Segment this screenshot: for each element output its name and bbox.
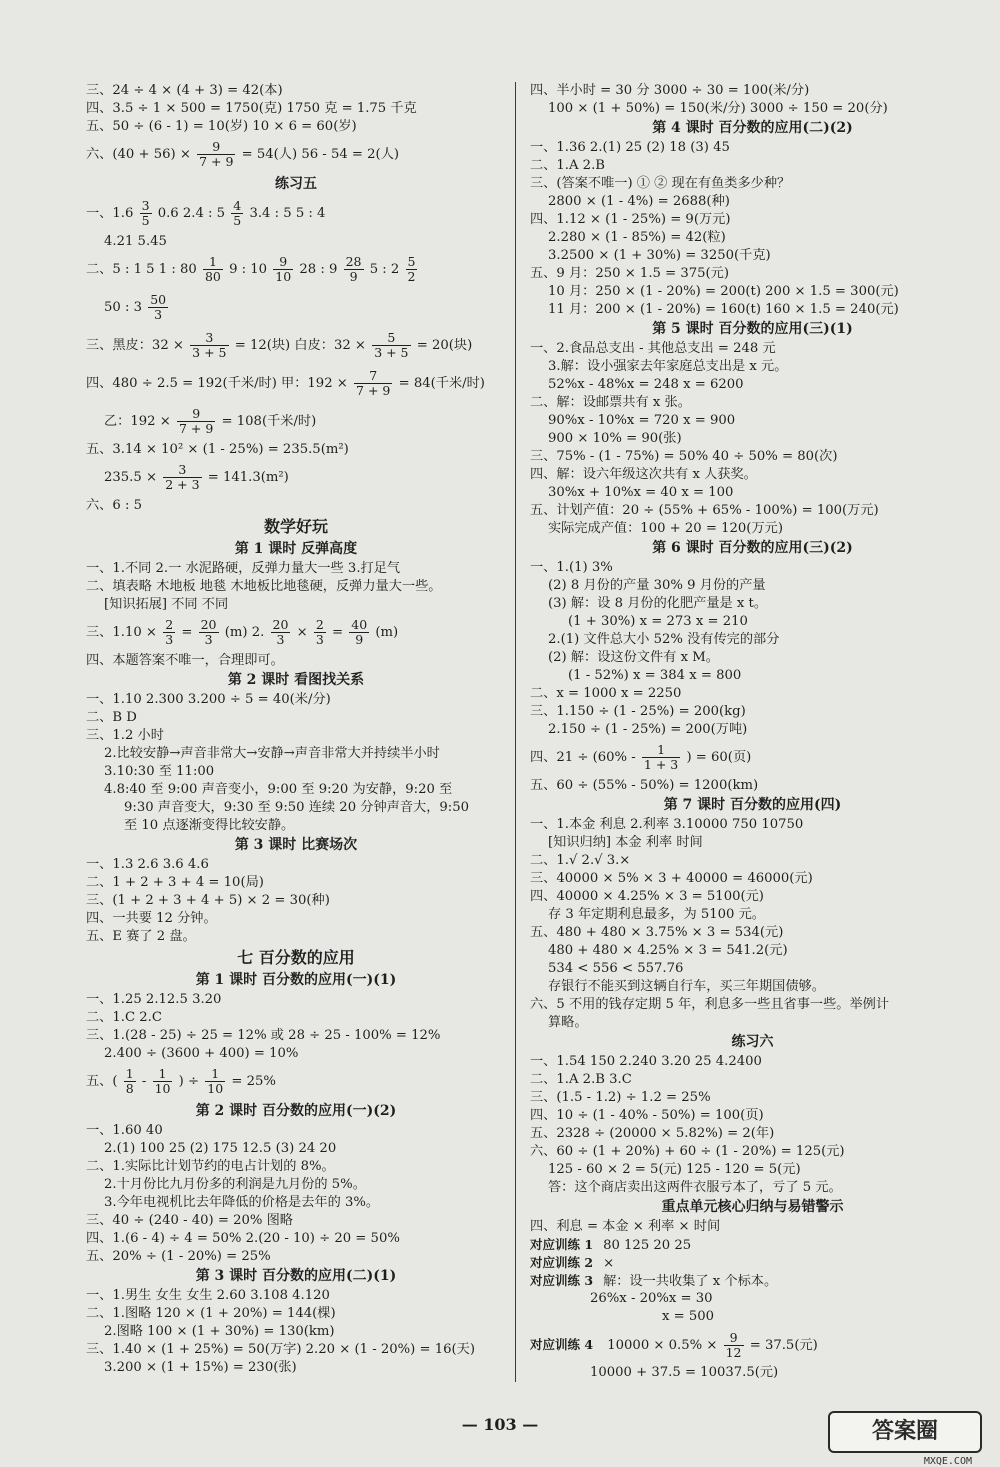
denominator: 9 xyxy=(355,632,364,647)
answer-line: 125 - 60 × 2 = 5(元) 125 - 120 = 5(元) xyxy=(548,1162,801,1177)
text: - xyxy=(141,1074,147,1089)
answer-line xyxy=(530,1254,975,1272)
fraction xyxy=(271,618,291,647)
text: 乙：192 × xyxy=(104,414,171,429)
answer-line: 三、75% - (1 - 75%) = 50% 40 ÷ 50% = 80(次) xyxy=(530,449,838,464)
denominator: 12 xyxy=(725,1345,742,1360)
answer-line: 二、1 + 2 + 3 + 4 = 10(局) xyxy=(86,875,264,890)
answer-line: 三、1.(28 - 25) ÷ 25 = 12% 或 28 ÷ 25 - 100% = 12% xyxy=(86,1028,441,1043)
denominator: 3 xyxy=(204,632,213,647)
numerator: 1 xyxy=(203,255,223,270)
fraction xyxy=(197,140,235,169)
text: × xyxy=(296,625,308,640)
training-tag: 对应训练 4 xyxy=(530,1326,593,1364)
answer-line: 二、1.A 2.B 3.C xyxy=(530,1072,632,1087)
answer-line: 五、9 月：250 × 1.5 = 375(元) xyxy=(530,266,729,281)
answer-line: 三、1.2 小时 xyxy=(86,728,164,743)
answer-line xyxy=(86,289,506,327)
answer-line: 2.比较安静→声音非常大→安静→声音非常大并持续半小时 xyxy=(104,746,440,761)
denominator: 10 xyxy=(154,1081,171,1096)
answer-line: 四、利息 = 本金 × 利率 × 时间 xyxy=(530,1219,721,1234)
text: 四、21 ÷ (60% - xyxy=(530,750,636,765)
denominator: 3 xyxy=(276,632,285,647)
answer-line: 900 × 10% = 90(张) xyxy=(548,431,682,446)
denominator: 3 + 5 xyxy=(192,345,227,360)
answer-line: 一、1.36 2.(1) 25 (2) 18 (3) 45 xyxy=(530,140,730,155)
text: 解：设一共收集了 x 个标本。 xyxy=(603,1274,778,1289)
fraction xyxy=(177,407,215,436)
lesson-heading: 第 2 课时 看图找关系 xyxy=(227,672,365,688)
answer-line: (3) 解：设 8 月份的化肥产量是 x t。 xyxy=(548,596,768,611)
answer-line: 9:30 声音变大，9:30 至 9:50 连续 20 分钟声音大，9:50 xyxy=(124,800,470,815)
numerator: 9 xyxy=(724,1331,744,1346)
fraction xyxy=(124,1067,136,1096)
answer-line: 四、3.5 ÷ 1 × 500 = 1750(克) 1750 克 = 1.75 千克 xyxy=(86,101,417,116)
denominator: 3 xyxy=(315,632,324,647)
numerator: 40 xyxy=(351,617,368,632)
text: ) = 60(页) xyxy=(686,750,752,765)
denominator: 10 xyxy=(275,269,292,284)
answer-line xyxy=(530,1272,975,1290)
answer-line: 3.解：设小强家去年家庭总支出是 x 元。 xyxy=(548,359,788,374)
answer-line: (1 - 52%) x = 384 x = 800 xyxy=(568,668,742,683)
text: 一、1.6 xyxy=(86,206,134,221)
text: 四、480 ÷ 2.5 = 192(千米/时) 甲：192 × xyxy=(86,376,348,391)
answer-line: 30%x + 10%x = 40 x = 100 xyxy=(548,485,734,500)
fraction xyxy=(199,618,219,647)
answer-line: 五、60 ÷ (55% - 50%) = 1200(km) xyxy=(530,778,759,793)
answer-line: [知识归纳] 本金 利率 时间 xyxy=(548,835,703,850)
answer-line: 三、(答案不唯一) ① ② 现在有鱼类多少种？ xyxy=(530,176,791,191)
numerator: 1 xyxy=(153,1067,173,1082)
text: = 54(人) 56 - 54 = 2(人) xyxy=(241,147,400,162)
numerator: 9 xyxy=(177,407,215,422)
lesson-heading: 第 4 课时 百分数的应用(二)(2) xyxy=(652,120,853,136)
numerator: 3 xyxy=(141,198,150,213)
fraction xyxy=(273,255,293,284)
text: 二、5 : 1 5 1 : 80 xyxy=(86,262,197,277)
answer-line: 四、10 ÷ (1 - 40% - 50%) = 100(页) xyxy=(530,1108,764,1123)
answer-line: 四、1.(6 - 4) ÷ 4 = 50% 2.(20 - 10) ÷ 20 = 50% xyxy=(86,1231,400,1246)
answer-line: 二、解：设邮票共有 x 张。 xyxy=(530,395,691,410)
text: 10000 × 0.5% × xyxy=(607,1338,718,1353)
text: 0.6 2.4 : 5 xyxy=(157,206,226,221)
answer-line: 二、1.实际比计划节约的电占计划的 8%。 xyxy=(86,1159,335,1174)
numerator: 3 xyxy=(190,331,228,346)
answer-line: 534 < 556 < 557.76 xyxy=(548,961,684,976)
answer-line xyxy=(86,403,506,441)
answer-line: 三、24 ÷ 4 × (4 + 3) = 42(本) xyxy=(86,83,283,98)
numerator: 20 xyxy=(272,617,289,632)
answer-line: [知识拓展] 不同 不同 xyxy=(104,597,229,612)
answer-line: 存银行不能买到这辆自行车，买三年期国债够。 xyxy=(548,979,825,994)
answer-line xyxy=(86,459,506,497)
answer-line: 至 10 点逐渐变得比较安静。 xyxy=(124,818,295,833)
answer-line: x = 500 xyxy=(662,1309,715,1324)
text: = 141.3(m²) xyxy=(207,470,289,485)
answer-line xyxy=(86,614,506,652)
numerator: 4 xyxy=(233,198,242,213)
answer-line: 2.150 ÷ (1 - 25%) = 200(万吨) xyxy=(548,722,748,737)
text: = 37.5(元) xyxy=(749,1338,818,1353)
answer-line: 二、B D xyxy=(86,710,137,725)
text: 235.5 × xyxy=(104,470,157,485)
denominator: 5 xyxy=(233,213,242,228)
fraction xyxy=(372,331,410,360)
chapter-heading: 七 百分数的应用 xyxy=(237,948,355,967)
text: = 108(千米/时) xyxy=(221,414,317,429)
text: (m) 2. xyxy=(224,625,265,640)
denominator: 3 xyxy=(165,632,174,647)
numerator: 5 xyxy=(372,331,410,346)
denominator: 80 xyxy=(204,269,221,284)
fraction xyxy=(163,463,201,492)
denominator: 1 + 3 xyxy=(643,757,679,772)
answer-line: 四、半小时 = 30 分 3000 ÷ 30 = 100(米/分) xyxy=(530,83,810,98)
answer-line: 3.今年电视机比去年降低的价格是去年的 3%。 xyxy=(104,1195,380,1210)
answer-line xyxy=(86,365,506,403)
answer-line: 一、1.60 40 xyxy=(86,1123,163,1138)
answer-line: 三、40000 × 5% × 3 + 40000 = 46000(元) xyxy=(530,871,813,886)
answer-line: 五、E 赛了 2 盘。 xyxy=(86,929,196,944)
answer-line: 二、x = 1000 x = 2250 xyxy=(530,686,682,701)
numerator: 50 xyxy=(150,292,167,307)
fraction xyxy=(642,743,680,772)
text: 5 : 2 xyxy=(369,262,400,277)
numerator: 1 xyxy=(205,1067,225,1082)
numerator: 9 xyxy=(273,255,293,270)
text: = xyxy=(332,625,344,640)
text: = xyxy=(181,625,193,640)
fraction xyxy=(190,331,228,360)
text: = 25% xyxy=(231,1074,276,1089)
answer-line: 二、1.图略 120 × (1 + 20%) = 144(棵) xyxy=(86,1306,336,1321)
answer-line: (2) 解：设这份文件有 x M。 xyxy=(548,650,719,665)
answer-line xyxy=(86,327,506,365)
answer-line: 480 + 480 × 4.25% × 3 = 541.2(元) xyxy=(548,943,788,958)
right-column xyxy=(530,82,975,1382)
answer-line: 52%x - 48%x = 248 x = 6200 xyxy=(548,377,744,392)
fraction xyxy=(163,618,175,647)
watermark-logo: 答案圈 xyxy=(828,1411,982,1453)
answer-line: 11 月：200 × (1 - 20%) = 160(t) 160 × 1.5 = 240(元) xyxy=(548,302,899,317)
answer-line: 五、20% ÷ (1 - 20%) = 25% xyxy=(86,1249,271,1264)
answer-line: 五、50 ÷ (6 - 1) = 10(岁) 10 × 6 = 60(岁) xyxy=(86,119,357,134)
section-heading: 练习五 xyxy=(275,176,317,192)
lesson-heading: 第 1 课时 反弹高度 xyxy=(234,541,358,557)
text: (m) xyxy=(375,625,399,640)
lesson-heading: 第 1 课时 百分数的应用(一)(1) xyxy=(195,972,397,988)
answer-line: 一、1.不同 2.一 水泥路硬，反弹力量大一些 3.打足气 xyxy=(86,561,401,576)
lesson-heading: 第 6 课时 百分数的应用(三)(2) xyxy=(652,540,853,556)
answer-line: 一、1.男生 女生 女生 2.60 3.108 4.120 xyxy=(86,1288,330,1303)
section-heading: 数学好玩 xyxy=(263,517,328,536)
answer-line: 四、解：设六年级这次共有 x 人获奖。 xyxy=(530,467,757,482)
answer-line: 四、40000 × 4.25% × 3 = 5100(元) xyxy=(530,889,764,904)
training-tag: 对应训练 3 xyxy=(530,1272,593,1290)
text: 三、黑皮：32 × xyxy=(86,338,184,353)
column-divider xyxy=(515,82,516,1382)
training-tag: 对应训练 2 xyxy=(530,1254,593,1272)
answer-line: 存 3 年定期利息最多，为 5100 元。 xyxy=(548,907,765,922)
text: 9 : 10 xyxy=(229,262,268,277)
text: 3.4 : 5 5 : 4 xyxy=(249,206,326,221)
answer-line: 二、1.√ 2.√ 3.× xyxy=(530,853,631,868)
lesson-heading: 第 2 课时 百分数的应用(一)(2) xyxy=(195,1103,397,1119)
answer-line: 2.图略 100 × (1 + 30%) = 130(km) xyxy=(104,1324,335,1339)
answer-line: 三、(1.5 - 1.2) ÷ 1.2 = 25% xyxy=(530,1090,711,1105)
answer-line: 26%x - 20%x = 30 xyxy=(590,1291,713,1306)
lesson-heading: 第 3 课时 比赛场次 xyxy=(234,837,358,853)
answer-line: 五、480 + 480 × 3.75% × 3 = 534(元) xyxy=(530,925,784,940)
numerator: 7 xyxy=(354,369,392,384)
numerator: 3 xyxy=(163,463,201,478)
answer-line: 3.10:30 至 11:00 xyxy=(104,764,215,779)
numerator: 9 xyxy=(197,140,235,155)
fraction xyxy=(140,199,152,228)
lesson-heading: 第 7 课时 百分数的应用(四) xyxy=(663,797,842,813)
lesson-heading: 第 3 课时 百分数的应用(二)(1) xyxy=(195,1268,397,1284)
answer-line: 100 × (1 + 50%) = 150(米/分) 3000 ÷ 150 = 20(分) xyxy=(548,101,888,116)
fraction xyxy=(314,618,326,647)
answer-line xyxy=(86,136,506,174)
section-heading: 练习六 xyxy=(731,1034,774,1050)
denominator: 8 xyxy=(125,1081,134,1096)
fraction xyxy=(148,293,168,322)
fraction xyxy=(354,369,392,398)
text: 三、1.10 × xyxy=(86,625,157,640)
denominator: 5 xyxy=(141,213,150,228)
answer-line: 答：这个商店卖出这两件衣服亏本了，亏了 5 元。 xyxy=(548,1180,842,1195)
denominator: 7 + 9 xyxy=(199,154,234,169)
text: = 20(块) xyxy=(416,338,473,353)
text: ) ÷ xyxy=(178,1074,200,1089)
answer-line: 一、1.10 2.300 3.200 ÷ 5 = 40(米/分) xyxy=(86,692,331,707)
answer-line: 10000 + 37.5 = 10037.5(元) xyxy=(590,1365,779,1380)
text: × xyxy=(603,1256,615,1271)
denominator: 2 xyxy=(407,269,416,284)
answer-line: 一、1.25 2.12.5 3.20 xyxy=(86,992,222,1007)
numerator: 5 xyxy=(407,254,416,269)
answer-line: 2.400 ÷ (3600 + 400) = 10% xyxy=(104,1046,299,1061)
answer-line xyxy=(86,1063,506,1101)
answer-line: 三、(1 + 2 + 3 + 4 + 5) × 2 = 30(种) xyxy=(86,893,330,908)
answer-line: 五、计划产值：20 ÷ (55% + 65% - 100%) = 100(万元) xyxy=(530,503,879,518)
denominator: 7 + 9 xyxy=(356,383,391,398)
lesson-heading: 第 5 课时 百分数的应用(三)(1) xyxy=(652,321,853,337)
fraction xyxy=(153,1067,173,1096)
answer-line: 五、2328 ÷ (20000 × 5.82%) = 2(年) xyxy=(530,1126,775,1141)
denominator: 3 + 5 xyxy=(374,345,409,360)
answer-line: (1 + 30%) x = 273 x = 210 xyxy=(568,614,748,629)
denominator: 2 + 3 xyxy=(165,477,200,492)
numerator: 1 xyxy=(125,1066,134,1081)
text: = 12(块) 白皮：32 × xyxy=(234,338,366,353)
text: = 84(千米/时) xyxy=(398,376,485,391)
answer-line: 一、2.食品总支出 - 其他总支出 = 248 元 xyxy=(530,341,776,356)
denominator: 9 xyxy=(349,269,358,284)
answer-line: 3.200 × (1 + 15%) = 230(张) xyxy=(104,1360,297,1375)
numerator: 28 xyxy=(345,254,362,269)
answer-line: 二、填表略 木地板 地毯 木地板比地毯硬，反弹力量大一些。 xyxy=(86,579,442,594)
answer-line: 四、1.12 × (1 - 25%) = 9(万元) xyxy=(530,212,731,227)
answer-line: 算略。 xyxy=(548,1015,588,1030)
denominator: 3 xyxy=(154,307,163,322)
answer-line: 2.280 × (1 - 85%) = 42(粒) xyxy=(548,230,726,245)
answer-line: 五、3.14 × 10² × (1 - 25%) = 235.5(m²) xyxy=(86,442,349,457)
answer-line xyxy=(86,251,506,289)
answer-line: 三、40 ÷ (240 - 40) = 20% 图略 xyxy=(86,1213,293,1228)
fraction xyxy=(349,618,369,647)
watermark-url: MXQE.COM xyxy=(923,1456,972,1467)
left-column xyxy=(86,82,506,1377)
text: 50 : 3 xyxy=(104,300,142,315)
answer-line: 实际完成产值：100 + 20 = 120(万元) xyxy=(548,521,783,536)
answer-line: 2.(1) 文件总大小 52% 没有传完的部分 xyxy=(548,632,780,647)
answer-line: 四、一共要 12 分钟。 xyxy=(86,911,217,926)
answer-line: 四、本题答案不唯一，合理即可。 xyxy=(86,653,284,668)
fraction xyxy=(205,1067,225,1096)
answer-line: 一、1.(1) 3% xyxy=(530,560,613,575)
text: 28 : 9 xyxy=(299,262,338,277)
numerator: 2 xyxy=(165,617,174,632)
page-number: — 103 — xyxy=(461,1415,539,1434)
answer-line: 二、1.A 2.B xyxy=(530,158,605,173)
answer-line: 2.十月份比九月份多的利润是九月份的 5%。 xyxy=(104,1177,366,1192)
answer-line: 2.(1) 100 25 (2) 175 12.5 (3) 24 20 xyxy=(104,1141,337,1156)
answer-line: 六、6 : 5 xyxy=(86,498,142,513)
answer-line: 3.2500 × (1 + 30%) = 3250(千克) xyxy=(548,248,771,263)
answer-line: 三、1.150 ÷ (1 - 25%) = 200(kg) xyxy=(530,704,746,719)
fraction xyxy=(344,255,364,284)
training-tag: 对应训练 1 xyxy=(530,1236,593,1254)
answer-line: 六、60 ÷ (1 + 20%) + 60 ÷ (1 - 20%) = 125(元) xyxy=(530,1144,845,1159)
text: 80 125 20 25 xyxy=(603,1238,692,1253)
numerator: 1 xyxy=(642,743,680,758)
answer-line: 二、1.C 2.C xyxy=(86,1010,162,1025)
denominator: 10 xyxy=(207,1081,224,1096)
text: 五、( xyxy=(86,1074,118,1089)
answer-line: (2) 8 月份的产量 30% 9 月份的产量 xyxy=(548,578,766,593)
answer-line: 4.21 5.45 xyxy=(104,234,167,249)
fraction xyxy=(231,199,243,228)
answer-line: 一、1.3 2.6 3.6 4.6 xyxy=(86,857,209,872)
numerator: 2 xyxy=(315,617,324,632)
answer-line: 4.8:40 至 9:00 声音变小，9:00 至 9:20 为安静，9:20 至 xyxy=(104,782,453,797)
denominator: 7 + 9 xyxy=(179,421,214,436)
fraction xyxy=(406,255,418,284)
text: 六、(40 + 56) × xyxy=(86,147,191,162)
fraction xyxy=(203,255,223,284)
answer-line: 一、1.本金 利息 2.利率 3.10000 750 10750 xyxy=(530,817,804,832)
answer-line xyxy=(86,195,506,233)
section-heading: 重点单元核心归纳与易错警示 xyxy=(661,1199,844,1215)
answer-line: 2800 × (1 - 4%) = 2688(种) xyxy=(548,194,730,209)
answer-line xyxy=(530,739,975,777)
answer-line: 六、5 不用的钱存定期 5 年，利息多一些且省事一些。举例计 xyxy=(530,997,890,1012)
answer-line xyxy=(530,1326,975,1364)
answer-line: 10 月：250 × (1 - 20%) = 200(t) 200 × 1.5 = 300(元) xyxy=(548,284,899,299)
answer-line: 三、1.40 × (1 + 25%) = 50(万字) 2.20 × (1 - 20%) = 16(天) xyxy=(86,1342,475,1357)
answer-line xyxy=(530,1236,975,1254)
fraction xyxy=(724,1331,744,1360)
answer-line: 一、1.54 150 2.240 3.20 25 4.2400 xyxy=(530,1054,762,1069)
answer-line: 90%x - 10%x = 720 x = 900 xyxy=(548,413,736,428)
numerator: 20 xyxy=(200,617,217,632)
